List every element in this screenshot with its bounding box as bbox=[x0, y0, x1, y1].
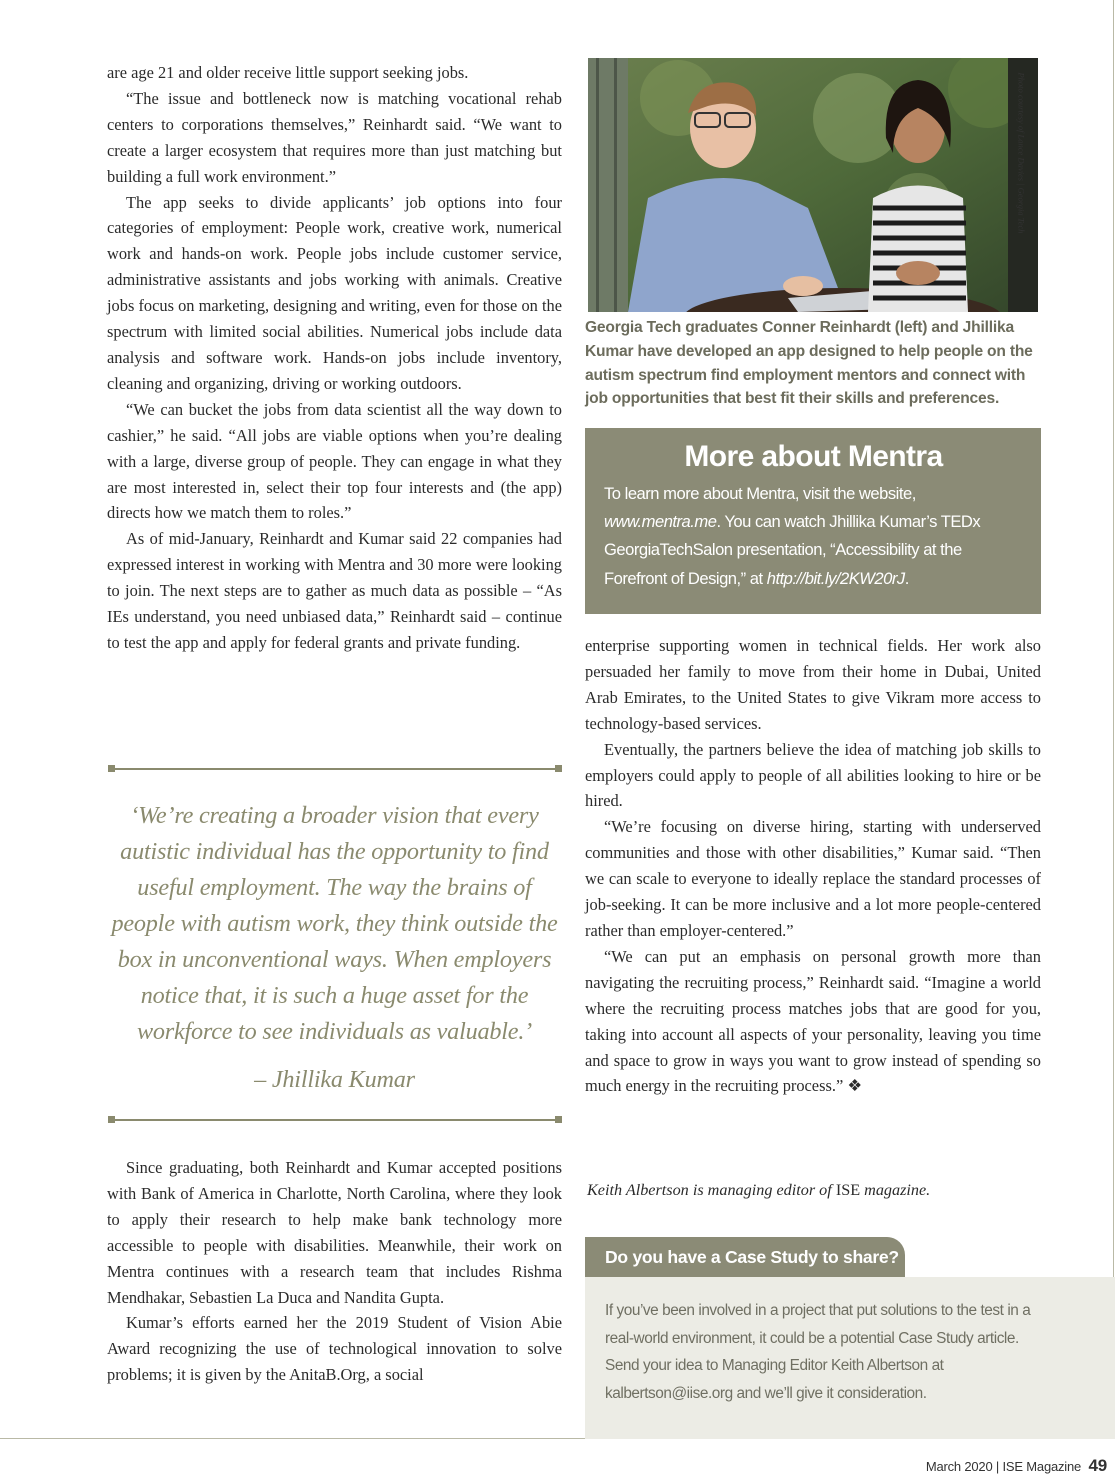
case-study-text: If you’ve been involved in a project that put solutions to the test in a real-world environment, it could be a potential Case Study article. Send your idea to Managing Editor Keith Albertson at kalbertson@iise.org and we’ll give it consideration. bbox=[605, 1302, 1031, 1402]
more-about-mentra-box bbox=[585, 428, 1041, 614]
pull-quote-top-rule bbox=[111, 768, 559, 770]
paragraph: As of mid-January, Reinhardt and Kumar said 22 companies had expressed interest in working with Mentra and 30 more were looking to join. The next steps are to gather as much data as possible – “As IEs understand, you need unbiased data,” Reinhardt said – continue to test the app and apply for federal grants and private funding. bbox=[107, 529, 562, 652]
mentra-website-link[interactable]: www.mentra.me bbox=[604, 512, 717, 532]
byline-magazine: ISE bbox=[835, 1181, 861, 1199]
page-number: 49 bbox=[1088, 1456, 1107, 1475]
more-about-title: More about Mentra bbox=[684, 440, 943, 473]
more-about-text-part: . You can watch Jhillika Kumar’s TEDx GeorgiaTechSalon presentation, “Accessibility at the Forefront of Design,” at bbox=[604, 512, 981, 588]
right-column-article-text bbox=[585, 633, 1041, 1099]
paragraph: enterprise supporting women in technical fields. Her work also persuaded her family to move from their home in Dubai, United Arab Emirates, to the United States to give Vikram more access to technology-based services. bbox=[585, 636, 1041, 733]
more-about-text-part: . bbox=[904, 568, 909, 588]
paragraph: “We can put an emphasis on personal growth more than navigating the recruiting process,” Reinhardt said. “Imagine a world where the recruiting process matches jobs that are good for you, taking into account all aspects of your personality, leaving you time and space to grow in ways you want to grow instead of spending so much energy in the recruiting process.” ❖ bbox=[585, 946, 1041, 1096]
photo-illustration bbox=[588, 58, 1038, 312]
byline-text: Keith Albertson is managing editor of bbox=[587, 1181, 836, 1199]
pull-quote bbox=[107, 798, 562, 1098]
byline-text: magazine. bbox=[860, 1181, 931, 1199]
paragraph: Kumar’s efforts earned her the 2019 Student of Vision Abie Award recognizing the use of technological innovation to solve problems; it is given by the AnitaB.Org, a social bbox=[107, 1313, 562, 1385]
pull-quote-text: ‘We’re creating a broader vision that every autistic individual has the opportunity to find useful employment. The way the brains of people with autism work, they think outside the box in unconventional ways. When employers notice that, it is such a huge asset for the workforce to see individuals as valuable.’ bbox=[111, 802, 558, 1045]
left-column-article-text bbox=[107, 60, 562, 656]
tedx-video-link[interactable]: http://bit.ly/2KW20rJ bbox=[766, 568, 905, 588]
paragraph: are age 21 and older receive little support seeking jobs. bbox=[107, 63, 469, 82]
paragraph: “We can bucket the jobs from data scientist all the way down to cashier,” he said. “All jobs are viable options when you’re dealing with a large, diverse group of people. They can engage in what they are most interested in, select their top four interests and (the app) directs how we match them to roles.” bbox=[107, 399, 562, 523]
pull-quote-bottom-rule bbox=[111, 1119, 559, 1121]
more-about-text-part: To learn more about Mentra, visit the website, bbox=[604, 484, 916, 503]
pull-quote-attribution: – Jhillika Kumar bbox=[254, 1066, 415, 1093]
more-about-text bbox=[604, 480, 1023, 593]
footer-magazine: ISE Magazine bbox=[1002, 1459, 1082, 1474]
photo-credit: Photo courtesy of Lance Davies | Georgia Tech bbox=[1016, 72, 1027, 234]
paragraph: The app seeks to divide applicants’ job options into four categories of employment: People work, creative work, numerical work and hands-on work. People jobs include customer service, administrative assistants and jobs working with animals. Creative jobs focus on marketing, designing and writing, even for those on the spectrum with limited social abilities. Numerical jobs include data analysis and software work. Hands-on jobs include inventory, cleaning and organizing, driving or working outdoors. bbox=[107, 192, 562, 393]
paragraph: Since graduating, both Reinhardt and Kumar accepted positions with Bank of America in Charlotte, North Carolina, where they look to apply their research to help make bank technology more accessible to people with disabilities. Meanwhile, their work on Mentra continues with a research team that includes Rishma Mendhakar, Sebastien La Duca and Nandita Gupta. bbox=[107, 1158, 562, 1307]
article-photo bbox=[588, 58, 1038, 312]
left-column-continued-text bbox=[107, 1155, 562, 1388]
page-footer bbox=[926, 1456, 1107, 1476]
case-study-box bbox=[585, 1277, 1115, 1439]
photo-caption: Georgia Tech graduates Conner Reinhardt (left) and Jhillika Kumar have developed an app designed to help people on the autism spectrum find employment mentors and connect with job opportunities that best fit their skills and preferences. bbox=[585, 319, 1033, 408]
paragraph: “We’re focusing on diverse hiring, starting with underserved communities and those with other disabilities,” Kumar said. “Then we can scale to everyone to ideally replace the standard processes of job-seeking. It can be more inclusive and a lot more people-centered rather than employer-centered.” bbox=[585, 817, 1041, 940]
author-byline bbox=[587, 1181, 930, 1200]
footer-separator: | bbox=[995, 1459, 1000, 1474]
case-study-tab: Do you have a Case Study to share? bbox=[585, 1237, 905, 1277]
paragraph: Eventually, the partners believe the idea of matching job skills to employers could apply to people of all abilities looking to hire or be hired. bbox=[585, 739, 1041, 811]
footer-issue: March 2020 bbox=[925, 1459, 993, 1474]
paragraph: “The issue and bottleneck now is matching vocational rehab centers to corporations themselves,” Reinhardt said. “We want to create a larger ecosystem that requires more than just matching but building a full work environment.” bbox=[107, 88, 562, 186]
